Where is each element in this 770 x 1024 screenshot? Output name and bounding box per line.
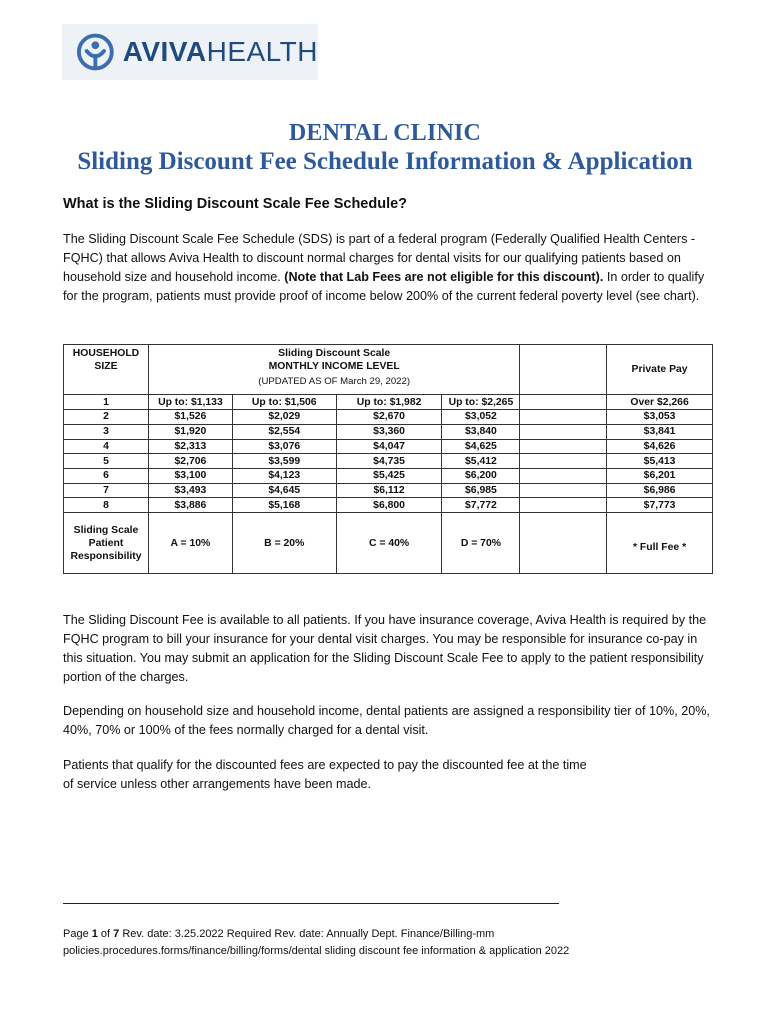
income-cell: $4,047 — [336, 439, 442, 454]
income-cell: $4,123 — [232, 468, 336, 483]
income-cell: $3,100 — [148, 468, 232, 483]
income-cell: $3,840 — [442, 424, 520, 439]
income-cell: $3,053 — [607, 410, 713, 425]
sliding-fee-table — [63, 344, 713, 574]
table-row — [64, 454, 713, 469]
table-header-row — [64, 345, 713, 395]
blank-cell — [520, 483, 607, 498]
tier-a: A = 10% — [148, 513, 232, 574]
tier-paragraph: Depending on household size and household income, dental patients are assigned a responsibility tier of 10%, 20%, 40%, 70% or 100% of the fees normally charged for a dental visit. — [63, 704, 710, 737]
tier-c: C = 40% — [336, 513, 442, 574]
responsibility-row — [64, 513, 713, 574]
blank-cell — [520, 439, 607, 454]
table-row — [64, 468, 713, 483]
header-blank-cell — [520, 345, 607, 395]
intro-paragraph: The Sliding Discount Scale Fee Schedule (SDS) is part of a federal program (Federally Qualified Health Centers - FQHC) that allows Aviva Health to discount normal charges for dental visits for our qualifying patients based on household size and household income. (Note that Lab Fees are not eligible for this discount). In order to qualify for the program, patients must provide proof of income below 200% of the current federal poverty level (see chart). — [63, 232, 705, 303]
household-size-cell: 7 — [64, 483, 149, 498]
table-row — [64, 410, 713, 425]
insurance-paragraph: The Sliding Discount Fee is available to all patients. If you have insurance coverage, Aviva Health is required by the FQHC program to bill your insurance for your dental visit charges. You may be responsible for insurance co-pay in this situation. You may submit an application for the Sliding Discount Scale Fee to apply to the patient responsibility portion of the charges. — [63, 613, 707, 684]
updated-date: (UPDATED AS OF March 29, 2022) — [258, 376, 411, 387]
table-row — [64, 498, 713, 513]
income-cell: $4,645 — [232, 483, 336, 498]
blank-cell — [520, 395, 607, 410]
payment-paragraph: Patients that qualify for the discounted fees are expected to pay the discounted fee at the time of service unless other arrangements have been made. — [63, 758, 587, 791]
income-cell: $6,112 — [336, 483, 442, 498]
household-size-cell: 5 — [64, 454, 149, 469]
blank-cell — [520, 468, 607, 483]
household-size-cell: 4 — [64, 439, 149, 454]
aviva-health-logo-icon — [76, 32, 115, 72]
income-cell: Up to: $1,982 — [336, 395, 442, 410]
footer-divider — [63, 903, 559, 904]
income-cell: $4,735 — [336, 454, 442, 469]
income-cell: $5,168 — [232, 498, 336, 513]
income-cell: $3,841 — [607, 424, 713, 439]
household-size-cell: 8 — [64, 498, 149, 513]
responsibility-label: Sliding Scale Patient Responsibility — [64, 513, 149, 574]
tier-b: B = 20% — [232, 513, 336, 574]
income-cell: $3,493 — [148, 483, 232, 498]
income-cell: Up to: $1,133 — [148, 395, 232, 410]
blank-cell — [520, 498, 607, 513]
income-cell: $7,773 — [607, 498, 713, 513]
income-cell: $6,200 — [442, 468, 520, 483]
income-cell: $5,413 — [607, 454, 713, 469]
income-cell: $7,772 — [442, 498, 520, 513]
blank-cell — [520, 424, 607, 439]
income-cell: $5,412 — [442, 454, 520, 469]
page-footer: Page 1 of 7 Rev. date: 3.25.2022 Required Rev. date: Annually Dept. Finance/Billing-mm policies.procedures.forms/finance/billing/forms/dental sliding discount fee information & application 2022 — [63, 926, 569, 960]
income-cell: Over $2,266 — [607, 395, 713, 410]
income-cell: $4,625 — [442, 439, 520, 454]
household-size-header: HOUSEHOLD SIZE — [64, 345, 149, 395]
logo-wordmark: AVIVAHEALTH — [122, 36, 318, 67]
page-title: DENTAL CLINIC — [288, 120, 482, 146]
footer-path: policies.procedures.forms/finance/billing/forms/dental sliding discount fee information & application 2022 — [63, 945, 570, 957]
income-cell: Up to: $1,506 — [232, 395, 336, 410]
income-cell: $6,800 — [336, 498, 442, 513]
household-size-cell: 1 — [64, 395, 149, 410]
income-cell: $3,076 — [232, 439, 336, 454]
income-cell: $2,029 — [232, 410, 336, 425]
income-cell: $2,670 — [336, 410, 442, 425]
income-cell: $2,313 — [148, 439, 232, 454]
table-row — [64, 483, 713, 498]
tier-blank-cell — [520, 513, 607, 574]
household-size-cell: 3 — [64, 424, 149, 439]
income-cell: $3,599 — [232, 454, 336, 469]
income-cell: $3,360 — [336, 424, 442, 439]
income-cell: $2,554 — [232, 424, 336, 439]
private-pay-header: Private Pay — [607, 345, 713, 395]
income-cell: Up to: $2,265 — [442, 395, 520, 410]
income-cell: $1,920 — [148, 424, 232, 439]
aviva-health-logo — [62, 24, 318, 80]
income-cell: $1,526 — [148, 410, 232, 425]
page-subtitle: Sliding Discount Fee Schedule Information & Application — [77, 148, 693, 175]
table-row — [64, 395, 713, 410]
table-row — [64, 439, 713, 454]
income-cell: $5,425 — [336, 468, 442, 483]
income-cell: $2,706 — [148, 454, 232, 469]
blank-cell — [520, 410, 607, 425]
income-cell: $6,985 — [442, 483, 520, 498]
income-cell: $4,626 — [607, 439, 713, 454]
blank-cell — [520, 454, 607, 469]
section-heading: What is the Sliding Discount Scale Fee Schedule? — [63, 196, 408, 212]
household-size-cell: 2 — [64, 410, 149, 425]
income-cell: $3,886 — [148, 498, 232, 513]
tier-full-fee: * Full Fee * — [607, 513, 713, 574]
income-cell: $3,052 — [442, 410, 520, 425]
table-row — [64, 424, 713, 439]
household-size-cell: 6 — [64, 468, 149, 483]
monthly-income-header: Sliding Discount Scale MONTHLY INCOME LEVEL (UPDATED AS OF March 29, 2022) — [148, 345, 519, 395]
income-cell: $6,986 — [607, 483, 713, 498]
tier-d: D = 70% — [442, 513, 520, 574]
income-cell: $6,201 — [607, 468, 713, 483]
